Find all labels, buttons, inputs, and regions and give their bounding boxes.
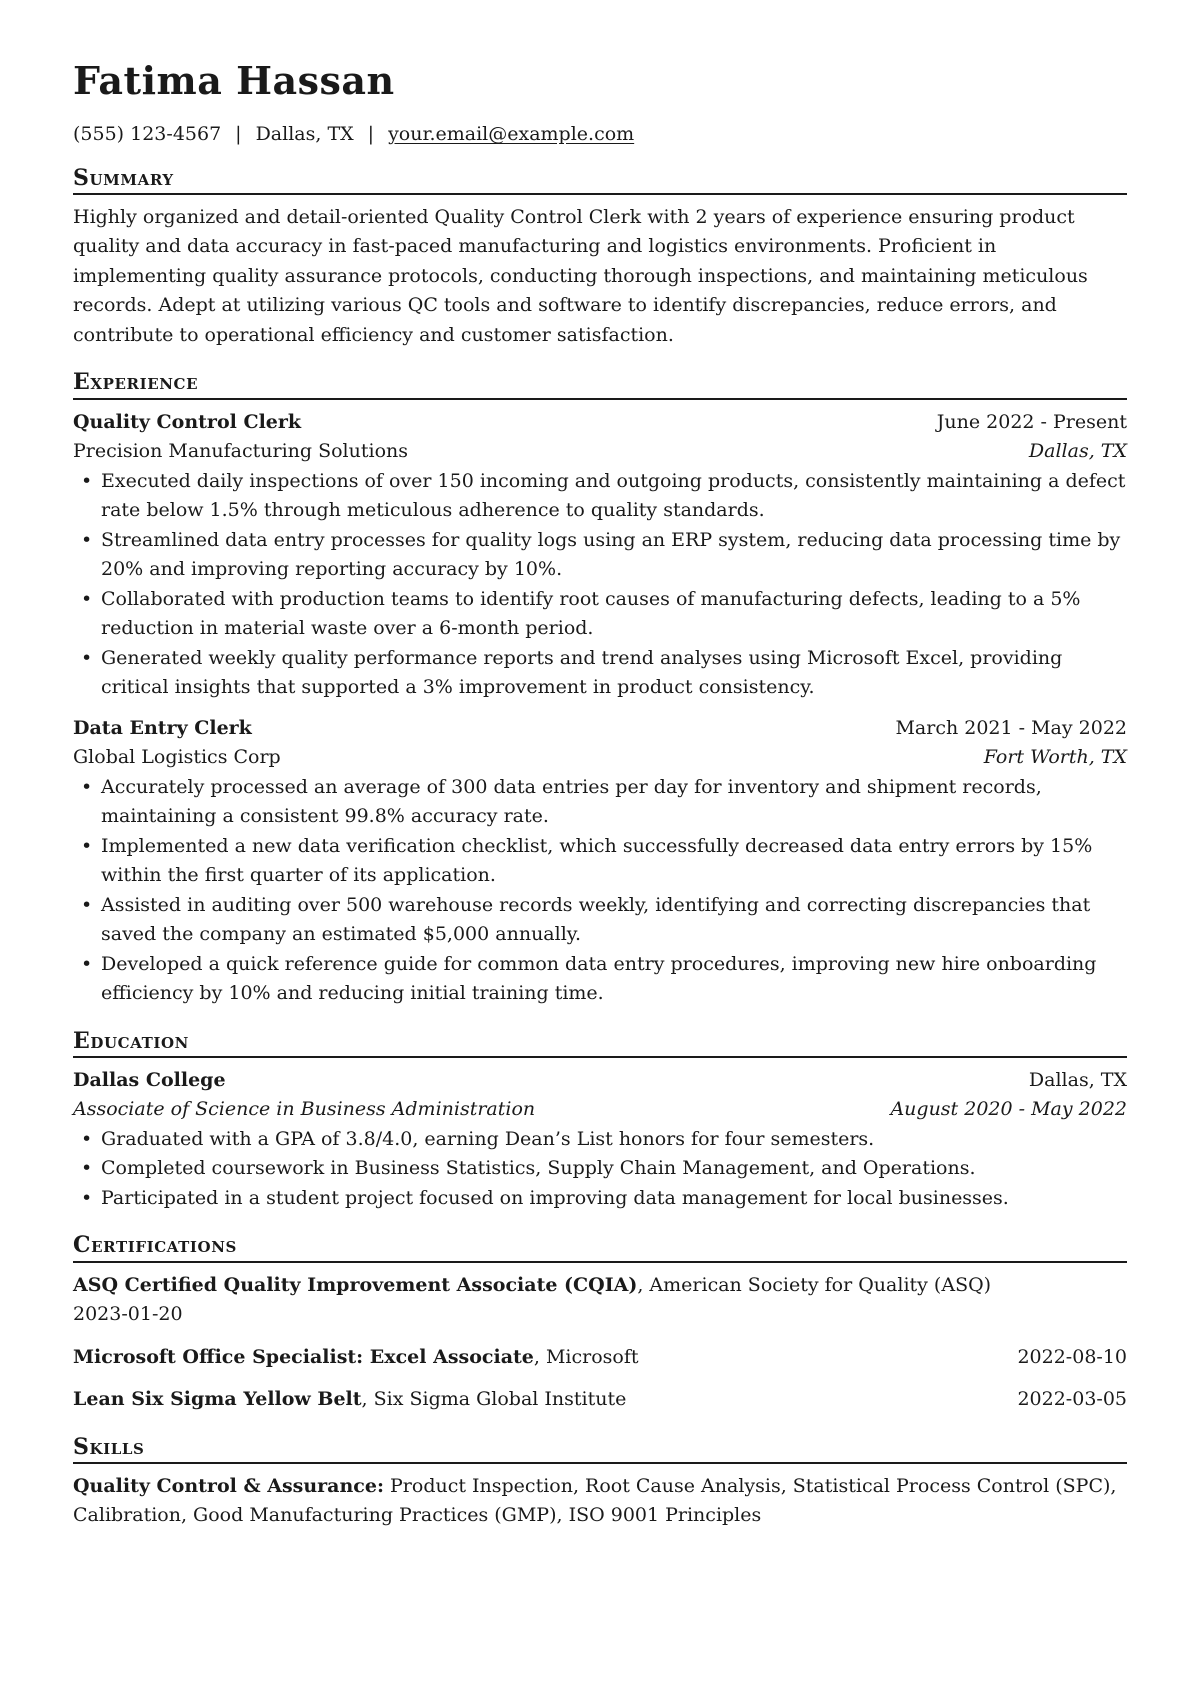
phone-number: (555) 123-4567 — [73, 123, 222, 145]
skills-section — [73, 1435, 1127, 1531]
job-company: Global Logistics Corp — [73, 746, 281, 769]
school-name: Dallas College — [73, 1068, 226, 1091]
job-location: Fort Worth, TX — [983, 746, 1127, 769]
resume-page — [73, 58, 1127, 1531]
job-dates: June 2022 - Present — [936, 410, 1127, 433]
bullet-item: • Accurately processed an average of 300 data entries per day for inventory and shipment records, maintaining a consistent 99.8% accuracy rate. — [73, 773, 1127, 832]
bullet-item: • Streamlined data entry processes for quality logs using an ERP system, reducing data processing time by 20% and improving reporting accuracy by 10%. — [73, 526, 1127, 585]
contact-separator: | — [235, 123, 242, 145]
job-company: Precision Manufacturing Solutions — [73, 440, 409, 463]
certification-item — [73, 1385, 1127, 1415]
job-dates: March 2021 - May 2022 — [895, 716, 1127, 739]
contact-separator: | — [367, 123, 375, 145]
certification-date: 2022-03-05 — [1017, 1388, 1127, 1411]
summary-text: Highly organized and detail-oriented Quality Control Clerk with 2 years of experience ensuring product quality and data accuracy in fast-paced manufacturing and logistics environments. Proficient in implementing quality assurance protocols, conducting thorough inspections, and maintaining meticulous records. Adept at utilizing various QC tools and software to identify discrepancies, reduce errors, and contribute to operational efficiency and customer satisfaction. — [73, 205, 1088, 346]
job-entry — [73, 408, 1127, 703]
email-link[interactable]: your.email@example.com — [388, 123, 635, 145]
skills-text — [73, 1472, 1127, 1531]
bullet-item: • Graduated with a GPA of 3.8/4.0, earning Dean’s List honors for four semesters. — [73, 1125, 1127, 1155]
section-title-certifications: Certifications — [73, 1233, 1127, 1262]
certification-name: Lean Six Sigma Yellow Belt — [73, 1388, 362, 1411]
certification-issuer: , American Society for Quality (ASQ) — [637, 1273, 992, 1296]
section-title-skills: Skills — [73, 1435, 1127, 1464]
skills-category: Quality Control & Assurance: — [73, 1474, 384, 1497]
education-section — [73, 1029, 1127, 1214]
contact-location: Dallas, TX — [255, 123, 354, 145]
education-dates: August 2020 - May 2022 — [890, 1098, 1127, 1121]
job-title: Data Entry Clerk — [73, 716, 252, 739]
contact-line — [73, 123, 1127, 146]
certification-item — [73, 1271, 1127, 1330]
certification-item — [73, 1343, 1127, 1373]
degree-name: Associate of Science in Business Administration — [73, 1098, 536, 1121]
section-title-education: Education — [73, 1029, 1127, 1058]
education-bullets — [73, 1125, 1127, 1214]
certification-issuer: , Microsoft — [533, 1345, 639, 1368]
bullet-item: • Completed coursework in Business Statistics, Supply Chain Management, and Operations. — [73, 1154, 1127, 1184]
section-title-experience: Experience — [73, 370, 1127, 399]
experience-section — [73, 370, 1127, 1008]
candidate-name: Fatima Hassan — [73, 58, 395, 103]
school-location: Dallas, TX — [1028, 1068, 1127, 1091]
certification-name: ASQ Certified Quality Improvement Associate (CQIA) — [73, 1273, 638, 1296]
bullet-item: • Executed daily inspections of over 150 incoming and outgoing products, consistently maintaining a defect rate below 1.5% through meticulous adherence to quality standards. — [73, 467, 1127, 526]
certification-issuer: , Six Sigma Global Institute — [361, 1388, 627, 1411]
bullet-item: • Generated weekly quality performance reports and trend analyses using Microsoft Excel, providing critical insights that supported a 3% improvement in product consistency. — [73, 644, 1127, 703]
job-entry — [73, 714, 1127, 1009]
bullet-item: • Participated in a student project focused on improving data management for local businesses. — [73, 1184, 1127, 1214]
certification-date: 2023-01-20 — [73, 1303, 183, 1326]
job-bullets — [73, 773, 1127, 1009]
certifications-section — [73, 1233, 1127, 1414]
summary-section — [73, 166, 1127, 351]
job-bullets — [73, 467, 1127, 703]
bullet-item: • Developed a quick reference guide for common data entry procedures, improving new hire onboarding efficiency by 10% and reducing initial training time. — [73, 950, 1127, 1009]
skills-list: Product Inspection, Root Cause Analysis, Statistical Process Control (SPC), Calibration, Good Manufacturing Practices (GMP), ISO 9001 Principles — [73, 1474, 1117, 1527]
bullet-item: • Collaborated with production teams to identify root causes of manufacturing defects, leading to a 5% reduction in material waste over a 6-month period. — [73, 585, 1127, 644]
certification-date: 2022-08-10 — [1017, 1345, 1127, 1368]
certification-name: Microsoft Office Specialist: Excel Associate — [73, 1345, 534, 1368]
section-title-summary: Summary — [73, 166, 1127, 195]
bullet-item: • Implemented a new data verification checklist, which successfully decreased data entry errors by 15% within the first quarter of its application. — [73, 832, 1127, 891]
job-title: Quality Control Clerk — [73, 410, 302, 433]
bullet-item: • Assisted in auditing over 500 warehouse records weekly, identifying and correcting discrepancies that saved the company an estimated $5,000 annually. — [73, 891, 1127, 950]
job-location: Dallas, TX — [1028, 440, 1127, 463]
